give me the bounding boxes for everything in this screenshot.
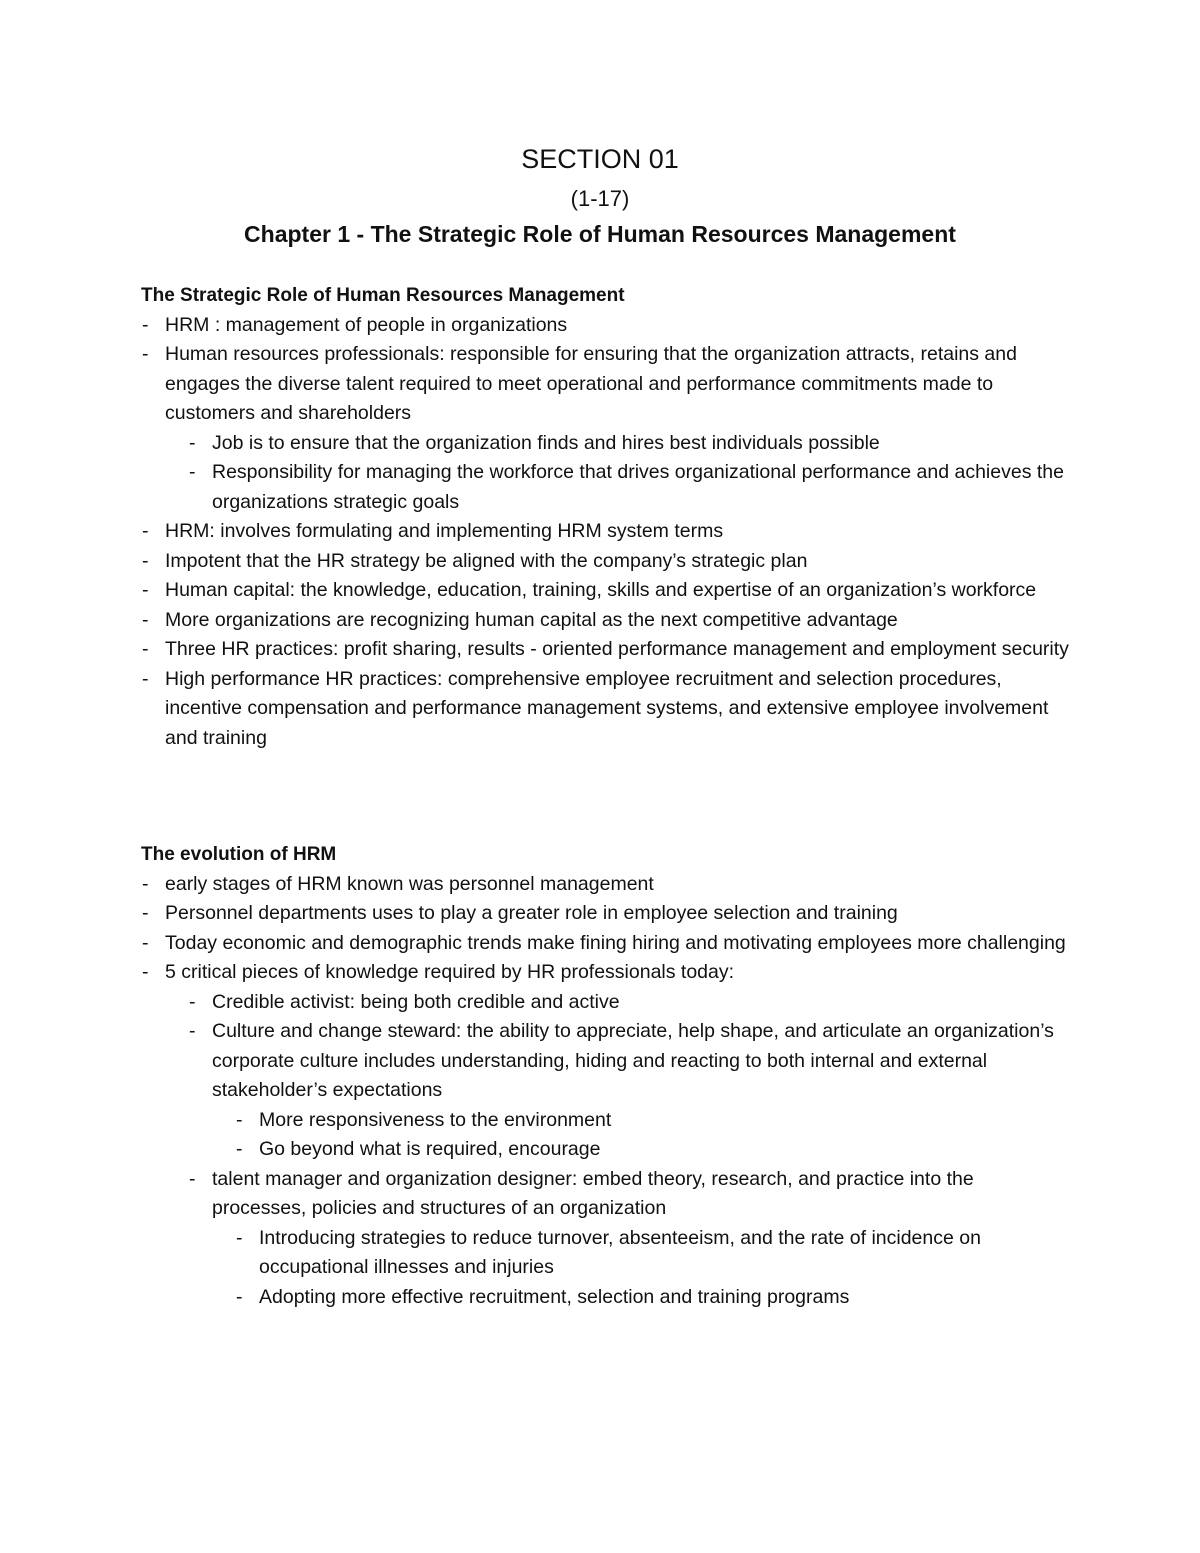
list-item <box>188 1165 1071 1313</box>
list-item: - More organizations are recognizing human capital as the next competitive advantage <box>141 606 1071 636</box>
list-item: - Adopting more effective recruitment, selection and training programs <box>235 1283 1071 1313</box>
bullet-list <box>141 870 1071 1313</box>
list-item: - Today economic and demographic trends make fining hiring and motivating employees more challenging <box>141 929 1071 959</box>
list-item: - High performance HR practices: comprehensive employee recruitment and selection procedures, incentive compensation and performance management systems, and extensive employee involvement and training <box>141 665 1071 754</box>
section-evolution-hrm <box>141 840 1071 1312</box>
list-item: - Human capital: the knowledge, education, training, skills and expertise of an organization’s workforce <box>141 576 1071 606</box>
list-item <box>188 1017 1071 1165</box>
list-item <box>141 958 1071 1312</box>
sub-bullet-list <box>188 429 1071 518</box>
section-heading: The evolution of HRM <box>141 844 337 865</box>
list-item-text: Culture and change steward: the ability to appreciate, help shape, and articulate an organization’s corporate culture includes understanding, hiding and reacting to both internal and external stakeholder’s expectations <box>212 1020 1054 1101</box>
section-heading: The Strategic Role of Human Resources Management <box>141 285 625 306</box>
sub-sub-bullet-list <box>235 1106 1071 1165</box>
page-range: (1-17) <box>570 186 630 211</box>
list-item: - early stages of HRM known was personnel management <box>141 870 1071 900</box>
list-item-text: Human resources professionals: responsible for ensuring that the organization attracts, retains and engages the diverse talent required to meet operational and performance commitments made to customers and shareholders <box>165 343 1017 424</box>
sub-bullet-list <box>188 988 1071 1313</box>
list-item-text: talent manager and organization designer: embed theory, research, and practice into the processes, policies and structures of an organization <box>212 1167 974 1219</box>
chapter-title: Chapter 1 - The Strategic Role of Human Resources Management <box>244 221 956 247</box>
list-item: - Impotent that the HR strategy be aligned with the company’s strategic plan <box>141 547 1071 577</box>
list-item: - Introducing strategies to reduce turnover, absenteeism, and the rate of incidence on occupational illnesses and injuries <box>235 1224 1071 1283</box>
list-item: - More responsiveness to the environment <box>235 1106 1071 1136</box>
list-item: - Go beyond what is required, encourage <box>235 1135 1071 1165</box>
list-item: - Personnel departments uses to play a greater role in employee selection and training <box>141 899 1071 929</box>
list-item: - Credible activist: being both credible and active <box>188 988 1071 1018</box>
section-strategic-role <box>141 281 1071 753</box>
list-item: - Job is to ensure that the organization finds and hires best individuals possible <box>188 429 1071 459</box>
section-title: SECTION 01 <box>521 144 679 174</box>
sub-sub-bullet-list <box>235 1224 1071 1313</box>
list-item-text: 5 critical pieces of knowledge required by HR professionals today: <box>165 961 735 983</box>
list-item: - HRM : management of people in organizations <box>141 311 1071 341</box>
list-item: - Responsibility for managing the workforce that drives organizational performance and achieves the organizations strategic goals <box>188 458 1071 517</box>
list-item <box>141 340 1071 517</box>
list-item: - Three HR practices: profit sharing, results - oriented performance management and employment security <box>141 635 1071 665</box>
bullet-list <box>141 311 1071 754</box>
list-item: - HRM: involves formulating and implementing HRM system terms <box>141 517 1071 547</box>
